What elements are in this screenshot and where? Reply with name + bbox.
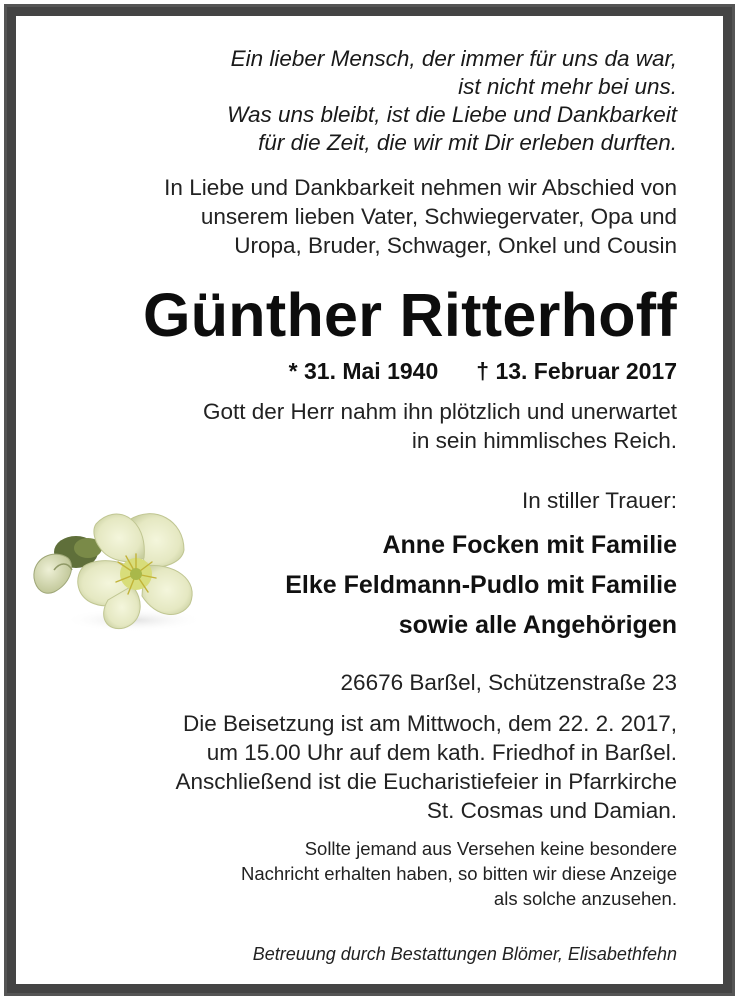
motto-line: Was uns bleibt, ist die Liebe und Dankbarkeit <box>227 102 677 127</box>
notice-line: Nachricht erhalten haben, so bitten wir diese Anzeige <box>240 863 677 884</box>
motto-line: Ein lieber Mensch, der immer für uns da war, <box>230 46 677 71</box>
funeral-line: Anschließend ist die Eucharistiefeier in Pfarrkirche <box>175 769 677 794</box>
funeral-line: Die Beisetzung ist am Mittwoch, dem 22. 2. 2017, <box>183 711 677 736</box>
intro-line: Uropa, Bruder, Schwager, Onkel und Cousin <box>234 233 677 258</box>
notice-line: als solche anzusehen. <box>493 888 677 909</box>
hellebore-flower-image <box>24 500 204 635</box>
life-dates <box>289 356 677 386</box>
mourner-line: Elke Feldmann-Pudlo mit Familie <box>285 571 677 599</box>
funeral-line: um 15.00 Uhr auf dem kath. Friedhof in Barßel. <box>206 740 677 765</box>
mourning-intro: In stiller Trauer: <box>521 488 677 513</box>
faith-line: in sein himmlisches Reich. <box>411 428 677 453</box>
funeral-line: St. Cosmas und Damian. <box>426 798 677 823</box>
motto-line: ist nicht mehr bei uns. <box>458 74 677 99</box>
deceased-name: Günther Ritterhoff <box>143 281 677 349</box>
death-date: † 13. Februar 2017 <box>476 358 677 384</box>
notice-line: Sollte jemand aus Versehen keine besondere <box>304 838 677 859</box>
mourner-line: Anne Focken mit Familie <box>382 531 677 559</box>
mourner-line: sowie alle Angehörigen <box>398 611 677 639</box>
address: 26676 Barßel, Schützenstraße 23 <box>340 670 677 695</box>
intro-line: unserem lieben Vater, Schwiegervater, Opa und <box>200 204 677 229</box>
intro-line: In Liebe und Dankbarkeit nehmen wir Abschied von <box>164 175 677 200</box>
faith-line: Gott der Herr nahm ihn plötzlich und unerwartet <box>203 399 677 424</box>
funeral-home-credit: Betreuung durch Bestattungen Blömer, Elisabethfehn <box>252 944 677 964</box>
motto-line: für die Zeit, die wir mit Dir erleben durften. <box>258 130 677 155</box>
birth-date: * 31. Mai 1940 <box>288 358 439 384</box>
